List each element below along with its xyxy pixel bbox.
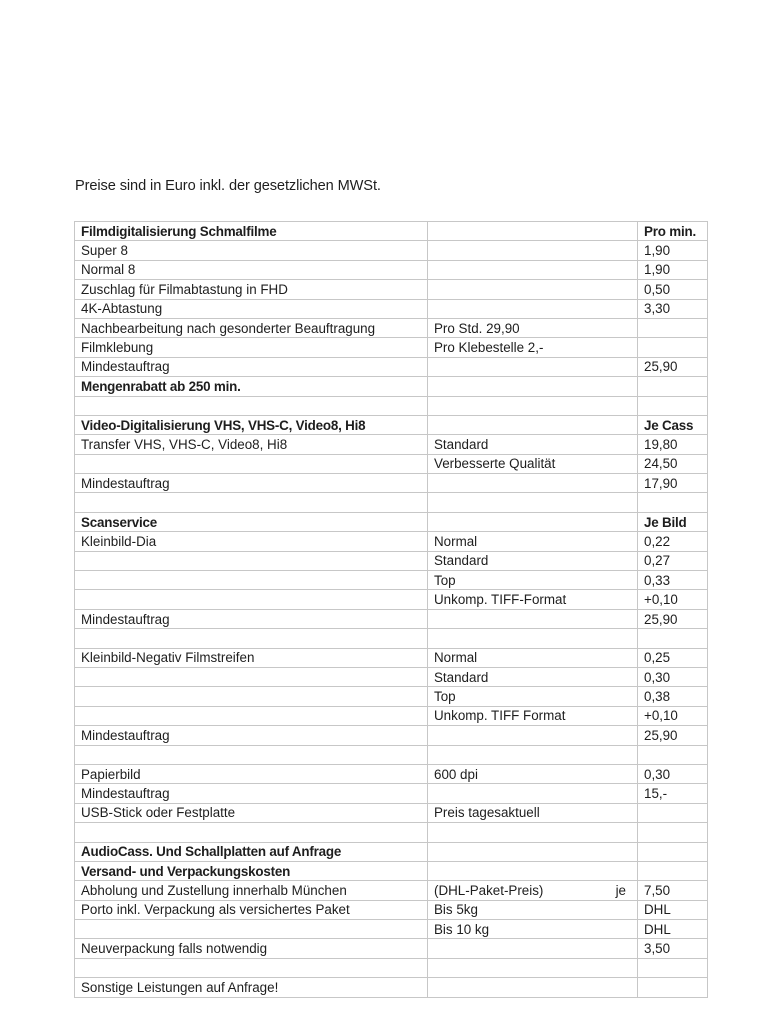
cell-service: AudioCass. Und Schallplatten auf Anfrage [75, 842, 428, 861]
cell-variant [428, 280, 638, 299]
table-row [75, 861, 708, 880]
table-row [75, 784, 708, 803]
cell-variant [428, 629, 638, 648]
table-row [75, 454, 708, 473]
table-row [75, 415, 708, 434]
cell-service [75, 629, 428, 648]
variant-label: Unkomp. TIFF-Format [434, 592, 567, 608]
table-row [75, 474, 708, 493]
cell-variant [428, 861, 638, 880]
cell-variant [428, 784, 638, 803]
cell-variant [428, 415, 638, 434]
table-row [75, 764, 708, 783]
cell-service: Filmklebung [75, 338, 428, 357]
cell-variant [428, 842, 638, 861]
cell-service: Porto inkl. Verpackung als versichertes Paket [75, 900, 428, 919]
cell-variant [428, 454, 638, 473]
cell-variant [428, 823, 638, 842]
cell-variant [428, 803, 638, 822]
table-row [75, 939, 708, 958]
cell-price: Je Bild [638, 512, 708, 531]
cell-price: +0,10 [638, 706, 708, 725]
cell-service [75, 823, 428, 842]
cell-variant [428, 648, 638, 667]
cell-variant [428, 939, 638, 958]
table-row [75, 532, 708, 551]
cell-service: Mindestauftrag [75, 784, 428, 803]
cell-price: DHL [638, 920, 708, 939]
cell-service [75, 958, 428, 977]
table-row [75, 920, 708, 939]
cell-price: 1,90 [638, 260, 708, 279]
table-row [75, 493, 708, 512]
variant-label: Top [434, 572, 456, 588]
cell-price: 7,50 [638, 881, 708, 900]
cell-price [638, 958, 708, 977]
table-row [75, 551, 708, 570]
cell-price [638, 629, 708, 648]
cell-service [75, 745, 428, 764]
cell-price: 0,30 [638, 764, 708, 783]
cell-service [75, 454, 428, 473]
cell-price: 3,30 [638, 299, 708, 318]
table-row [75, 629, 708, 648]
table-row [75, 357, 708, 376]
variant-label: Verbesserte Qualität [434, 456, 556, 472]
cell-variant [428, 958, 638, 977]
variant-label: Normal [434, 650, 478, 666]
table-row [75, 900, 708, 919]
cell-service: Neuverpackung falls notwendig [75, 939, 428, 958]
cell-price: 0,27 [638, 551, 708, 570]
cell-variant [428, 900, 638, 919]
cell-variant [428, 299, 638, 318]
table-row [75, 571, 708, 590]
cell-service: Super 8 [75, 241, 428, 260]
variant-label: Top [434, 689, 456, 705]
table-row [75, 222, 708, 241]
cell-variant [428, 222, 638, 241]
table-row [75, 978, 708, 997]
variant-label: Standard [434, 553, 489, 569]
cell-price: 0,30 [638, 667, 708, 686]
variant-label: Standard [434, 669, 489, 685]
table-row [75, 512, 708, 531]
cell-variant [428, 241, 638, 260]
cell-variant [428, 609, 638, 628]
cell-price: 0,33 [638, 571, 708, 590]
cell-service [75, 920, 428, 939]
cell-service: Kleinbild-Dia [75, 532, 428, 551]
cell-service [75, 493, 428, 512]
cell-price: Je Cass [638, 415, 708, 434]
cell-price [638, 842, 708, 861]
variant-label: Pro Std. 29,90 [434, 320, 520, 336]
cell-variant [428, 571, 638, 590]
cell-price: Pro min. [638, 222, 708, 241]
table-row [75, 881, 708, 900]
table-row [75, 842, 708, 861]
variant-label: Normal [434, 533, 478, 549]
cell-price: 24,50 [638, 454, 708, 473]
cell-service [75, 667, 428, 686]
cell-service [75, 706, 428, 725]
intro-text: Preise sind in Euro inkl. der gesetzlichen MWSt. [75, 178, 381, 194]
cell-price: 0,50 [638, 280, 708, 299]
table-row [75, 377, 708, 396]
cell-price [638, 823, 708, 842]
variant-label: Bis 10 kg [434, 921, 490, 937]
cell-variant [428, 318, 638, 337]
table-row [75, 687, 708, 706]
cell-variant [428, 590, 638, 609]
cell-service: Mindestauftrag [75, 357, 428, 376]
variant-unit-label: je [615, 882, 626, 898]
cell-variant [428, 435, 638, 454]
cell-price: 1,90 [638, 241, 708, 260]
cell-service: Scanservice [75, 512, 428, 531]
table-row [75, 706, 708, 725]
table-row [75, 396, 708, 415]
cell-variant [428, 706, 638, 725]
variant-label: Standard [434, 436, 489, 452]
table-row [75, 299, 708, 318]
cell-service: 4K-Abtastung [75, 299, 428, 318]
cell-variant [428, 377, 638, 396]
table-row [75, 590, 708, 609]
cell-service: Kleinbild-Negativ Filmstreifen [75, 648, 428, 667]
table-row [75, 823, 708, 842]
cell-service: USB-Stick oder Festplatte [75, 803, 428, 822]
table-row [75, 726, 708, 745]
variant-label: 600 dpi [434, 766, 478, 782]
cell-price: 19,80 [638, 435, 708, 454]
cell-price [638, 396, 708, 415]
cell-price: 17,90 [638, 474, 708, 493]
cell-price [638, 803, 708, 822]
cell-service: Transfer VHS, VHS-C, Video8, Hi8 [75, 435, 428, 454]
cell-service: Nachbearbeitung nach gesonderter Beauftragung [75, 318, 428, 337]
cell-service: Mengenrabatt ab 250 min. [75, 377, 428, 396]
table-row [75, 260, 708, 279]
cell-service: Mindestauftrag [75, 726, 428, 745]
cell-variant [428, 920, 638, 939]
cell-variant [428, 881, 638, 900]
table-row [75, 435, 708, 454]
cell-service [75, 687, 428, 706]
cell-variant [428, 667, 638, 686]
cell-variant [428, 260, 638, 279]
cell-service: Sonstige Leistungen auf Anfrage! [75, 978, 428, 997]
table-row [75, 318, 708, 337]
table-row [75, 280, 708, 299]
cell-variant [428, 512, 638, 531]
cell-service [75, 396, 428, 415]
cell-price [638, 861, 708, 880]
variant-label: Preis tagesaktuell [434, 805, 540, 821]
cell-variant [428, 357, 638, 376]
cell-price: 25,90 [638, 609, 708, 628]
cell-service: Papierbild [75, 764, 428, 783]
table-row [75, 609, 708, 628]
cell-service: Abholung und Zustellung innerhalb München [75, 881, 428, 900]
table-row [75, 745, 708, 764]
table-row [75, 667, 708, 686]
cell-variant [428, 532, 638, 551]
cell-service: Versand- und Verpackungskosten [75, 861, 428, 880]
cell-price [638, 978, 708, 997]
price-table [74, 221, 708, 998]
cell-price: 0,25 [638, 648, 708, 667]
cell-price: +0,10 [638, 590, 708, 609]
cell-service: Mindestauftrag [75, 609, 428, 628]
cell-variant [428, 474, 638, 493]
cell-service [75, 590, 428, 609]
cell-service [75, 571, 428, 590]
cell-price [638, 493, 708, 512]
cell-price: 3,50 [638, 939, 708, 958]
price-table-rows [75, 222, 708, 998]
table-row [75, 338, 708, 357]
cell-variant [428, 338, 638, 357]
cell-service: Mindestauftrag [75, 474, 428, 493]
cell-service: Filmdigitalisierung Schmalfilme [75, 222, 428, 241]
variant-label: Pro Klebestelle 2,- [434, 340, 544, 356]
cell-variant [428, 978, 638, 997]
table-row [75, 803, 708, 822]
cell-variant [428, 493, 638, 512]
variant-label: (DHL-Paket-Preis) [434, 882, 544, 898]
cell-price: 0,38 [638, 687, 708, 706]
cell-service: Video-Digitalisierung VHS, VHS-C, Video8, Hi8 [75, 415, 428, 434]
cell-variant [428, 745, 638, 764]
cell-variant [428, 396, 638, 415]
cell-price: 0,22 [638, 532, 708, 551]
cell-variant [428, 764, 638, 783]
cell-service [75, 551, 428, 570]
cell-variant [428, 687, 638, 706]
cell-price [638, 318, 708, 337]
variant-label: Bis 5kg [434, 902, 478, 918]
cell-variant [428, 726, 638, 745]
cell-price: 25,90 [638, 726, 708, 745]
cell-price [638, 377, 708, 396]
cell-price: 25,90 [638, 357, 708, 376]
table-row [75, 958, 708, 977]
cell-service: Zuschlag für Filmabtastung in FHD [75, 280, 428, 299]
cell-price [638, 745, 708, 764]
table-row [75, 648, 708, 667]
cell-price: 15,- [638, 784, 708, 803]
cell-service: Normal 8 [75, 260, 428, 279]
table-row [75, 241, 708, 260]
cell-price [638, 338, 708, 357]
cell-price: DHL [638, 900, 708, 919]
cell-variant [428, 551, 638, 570]
variant-label: Unkomp. TIFF Format [434, 708, 566, 724]
